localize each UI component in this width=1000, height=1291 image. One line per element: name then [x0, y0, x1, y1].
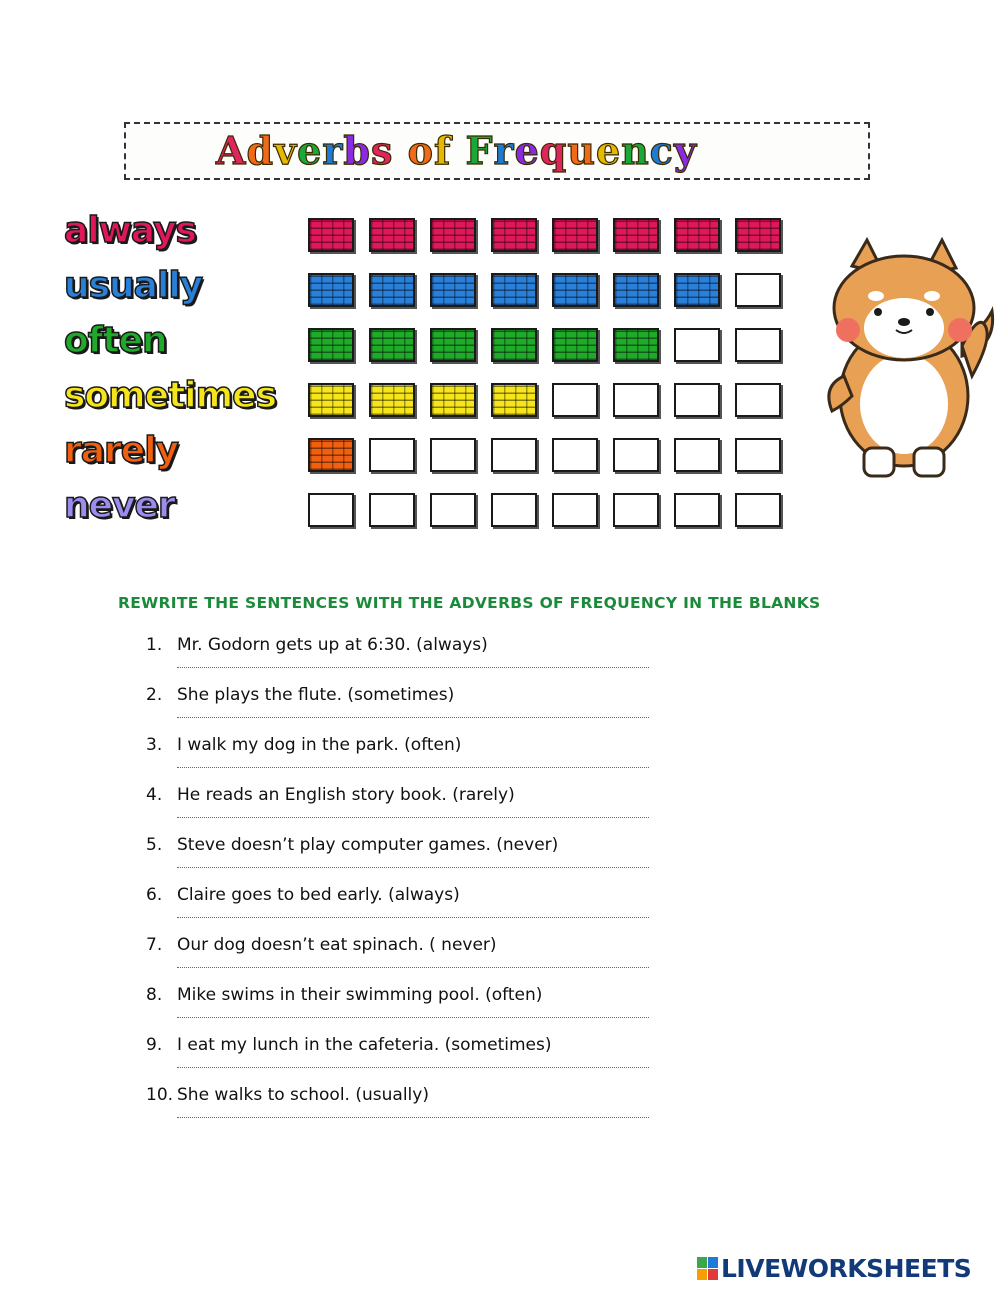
answer-blank[interactable] — [177, 857, 649, 868]
frequency-box-usually-4 — [491, 273, 537, 307]
frequency-box-often-5 — [552, 328, 598, 362]
frequency-box-rarely-5 — [552, 438, 598, 472]
question-text: Mr. Godorn gets up at 6:30. (always) — [177, 635, 488, 655]
question-text: I eat my lunch in the cafeteria. (sometimes) — [177, 1035, 552, 1055]
frequency-box-sometimes-8 — [735, 383, 781, 417]
frequency-box-always-5 — [552, 218, 598, 252]
question-number: 3. — [146, 735, 163, 755]
answer-blank[interactable] — [177, 1107, 649, 1118]
question-item — [146, 785, 666, 833]
answer-blank[interactable] — [177, 1057, 649, 1068]
frequency-box-never-8 — [735, 493, 781, 527]
frequency-box-sometimes-2 — [369, 383, 415, 417]
adverb-label-never: never — [64, 485, 175, 526]
question-number: 8. — [146, 985, 163, 1005]
question-item — [146, 935, 666, 983]
question-item — [146, 685, 666, 733]
liveworksheets-icon — [697, 1257, 719, 1281]
question-item — [146, 1035, 666, 1083]
answer-blank[interactable] — [177, 907, 649, 918]
question-number: 4. — [146, 785, 163, 805]
frequency-box-never-7 — [674, 493, 720, 527]
answer-blank[interactable] — [177, 707, 649, 718]
frequency-box-usually-3 — [430, 273, 476, 307]
frequency-box-usually-6 — [613, 273, 659, 307]
frequency-box-often-7 — [674, 328, 720, 362]
shiba-dog-illustration — [812, 236, 1000, 482]
frequency-box-sometimes-1 — [308, 383, 354, 417]
question-number: 9. — [146, 1035, 163, 1055]
page-title: Adverbs of Frequency — [216, 128, 698, 173]
frequency-box-usually-1 — [308, 273, 354, 307]
frequency-box-never-5 — [552, 493, 598, 527]
frequency-box-never-3 — [430, 493, 476, 527]
frequency-box-rarely-4 — [491, 438, 537, 472]
frequency-box-sometimes-5 — [552, 383, 598, 417]
adverb-label-always: always — [64, 210, 196, 251]
frequency-box-never-4 — [491, 493, 537, 527]
question-number: 7. — [146, 935, 163, 955]
frequency-box-often-2 — [369, 328, 415, 362]
question-text: Our dog doesn’t eat spinach. ( never) — [177, 935, 497, 955]
adverb-label-sometimes: sometimes — [64, 375, 276, 416]
answer-blank[interactable] — [177, 1007, 649, 1018]
question-item — [146, 635, 666, 683]
adverb-label-usually: usually — [64, 265, 203, 306]
frequency-box-usually-8 — [735, 273, 781, 307]
frequency-box-often-6 — [613, 328, 659, 362]
frequency-box-usually-7 — [674, 273, 720, 307]
frequency-box-rarely-1 — [308, 438, 354, 472]
question-number: 1. — [146, 635, 163, 655]
frequency-box-usually-2 — [369, 273, 415, 307]
frequency-box-never-6 — [613, 493, 659, 527]
frequency-box-sometimes-4 — [491, 383, 537, 417]
frequency-box-often-1 — [308, 328, 354, 362]
frequency-box-never-1 — [308, 493, 354, 527]
frequency-box-always-1 — [308, 218, 354, 252]
frequency-box-rarely-8 — [735, 438, 781, 472]
question-text: Steve doesn’t play computer games. (never) — [177, 835, 559, 855]
question-number: 6. — [146, 885, 163, 905]
answer-blank[interactable] — [177, 807, 649, 818]
frequency-box-never-2 — [369, 493, 415, 527]
frequency-box-always-8 — [735, 218, 781, 252]
question-number: 2. — [146, 685, 163, 705]
frequency-box-often-8 — [735, 328, 781, 362]
frequency-box-sometimes-3 — [430, 383, 476, 417]
answer-blank[interactable] — [177, 657, 649, 668]
question-item — [146, 735, 666, 783]
instructions: REWRITE THE SENTENCES WITH THE ADVERBS OF FREQUENCY IN THE BLANKS — [118, 594, 821, 612]
question-item — [146, 1085, 666, 1133]
frequency-box-always-7 — [674, 218, 720, 252]
question-item — [146, 835, 666, 883]
question-item — [146, 885, 666, 933]
frequency-box-often-4 — [491, 328, 537, 362]
question-number: 10. — [146, 1085, 174, 1105]
question-text: She walks to school. (usually) — [177, 1085, 429, 1105]
question-text: Claire goes to bed early. (always) — [177, 885, 460, 905]
question-number: 5. — [146, 835, 163, 855]
answer-blank[interactable] — [177, 957, 649, 968]
frequency-box-always-2 — [369, 218, 415, 252]
frequency-box-always-4 — [491, 218, 537, 252]
frequency-box-sometimes-6 — [613, 383, 659, 417]
frequency-box-sometimes-7 — [674, 383, 720, 417]
frequency-box-rarely-2 — [369, 438, 415, 472]
question-text: He reads an English story book. (rarely) — [177, 785, 515, 805]
frequency-box-always-6 — [613, 218, 659, 252]
frequency-box-rarely-3 — [430, 438, 476, 472]
frequency-box-always-3 — [430, 218, 476, 252]
question-text: I walk my dog in the park. (often) — [177, 735, 462, 755]
question-text: Mike swims in their swimming pool. (often) — [177, 985, 543, 1005]
frequency-box-often-3 — [430, 328, 476, 362]
liveworksheets-brand: LIVEWORKSHEETS — [721, 1254, 972, 1283]
adverb-label-rarely: rarely — [64, 430, 179, 471]
adverb-label-often: often — [64, 320, 167, 361]
question-item — [146, 985, 666, 1033]
question-text: She plays the flute. (sometimes) — [177, 685, 455, 705]
frequency-box-usually-5 — [552, 273, 598, 307]
answer-blank[interactable] — [177, 757, 649, 768]
frequency-box-rarely-7 — [674, 438, 720, 472]
title-banner — [124, 122, 870, 180]
frequency-box-rarely-6 — [613, 438, 659, 472]
